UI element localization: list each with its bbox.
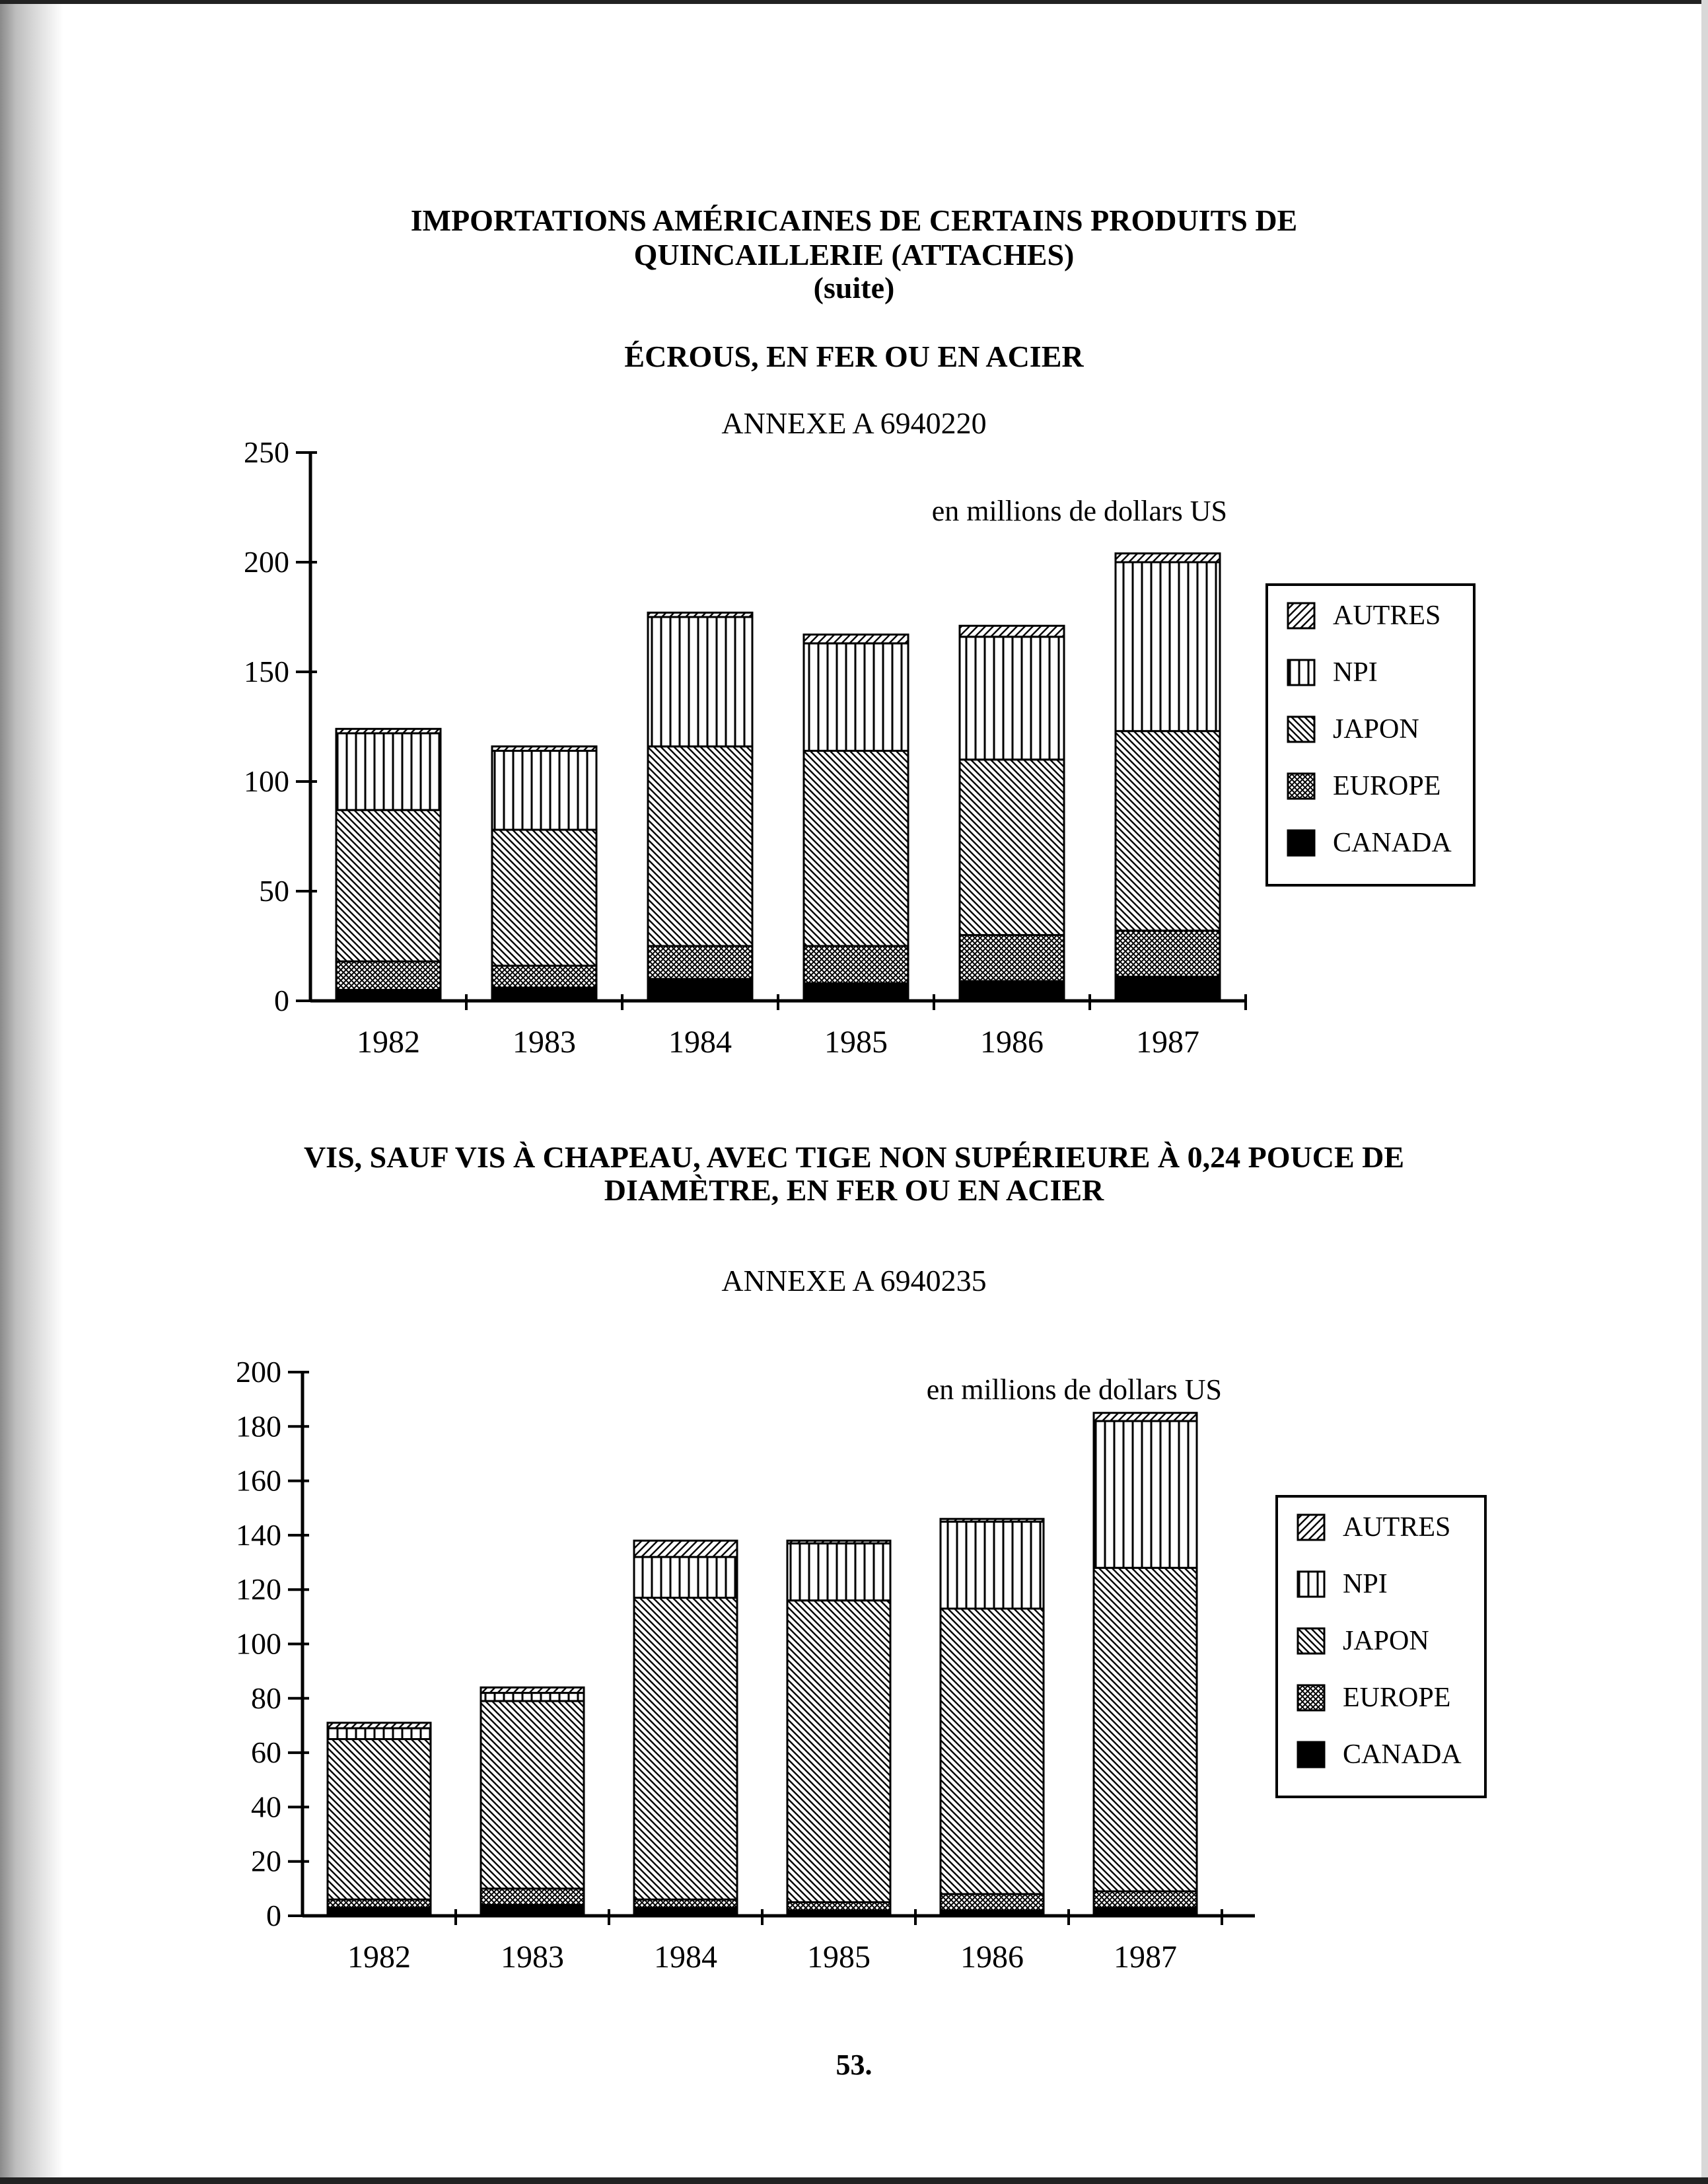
bar-segment-japon [1094, 1568, 1197, 1891]
bar-segment-autres [328, 1723, 431, 1728]
bar-segment-npi [941, 1521, 1044, 1609]
bar-segment-europe [1116, 931, 1220, 977]
legend-label-autres: AUTRES [1333, 601, 1441, 631]
legend-swatch-europe [1288, 774, 1314, 799]
bar-segment-autres [336, 729, 441, 733]
bar-segment-npi [336, 733, 441, 810]
y-tick-label: 150 [244, 655, 289, 688]
bar-segment-npi [1094, 1421, 1197, 1568]
y-tick-label: 160 [236, 1463, 281, 1498]
legend-label-japon: JAPON [1343, 1626, 1429, 1656]
unit-note: en millions de dollars US [926, 1373, 1222, 1406]
x-category-label: 1987 [1136, 1025, 1199, 1060]
legend-label-japon: JAPON [1333, 714, 1419, 745]
bar-segment-japon [492, 830, 596, 966]
chart-vis [0, 1334, 1708, 1995]
bar-segment-europe [960, 935, 1064, 981]
bar-segment-japon [328, 1739, 431, 1900]
bar-segment-japon [1116, 731, 1220, 931]
page-number: 53. [836, 2049, 872, 2081]
bar-segment-japon [481, 1701, 584, 1889]
x-category-label: 1986 [960, 1940, 1024, 1975]
y-tick-label: 250 [244, 435, 289, 469]
bar-segment-npi [328, 1728, 431, 1739]
y-tick-label: 200 [236, 1355, 281, 1389]
page-title-line3: (suite) [813, 271, 895, 305]
y-tick-label: 100 [244, 764, 289, 798]
bar-segment-japon [941, 1609, 1044, 1894]
y-tick-label: 100 [236, 1626, 281, 1661]
legend-label-canada: CANADA [1333, 828, 1452, 858]
bar-segment-japon [960, 760, 1064, 935]
bar-segment-europe [787, 1902, 890, 1910]
legend-swatch-japon [1298, 1628, 1324, 1654]
chart-ecrous [0, 423, 1708, 1083]
y-tick-label: 0 [266, 1899, 281, 1932]
legend-swatch-autres [1288, 603, 1314, 628]
bar-segment-npi [960, 637, 1064, 760]
x-category-label: 1983 [501, 1940, 564, 1975]
legend-label-npi: NPI [1343, 1569, 1388, 1599]
x-category-label: 1983 [513, 1025, 576, 1060]
unit-note: en millions de dollars US [931, 495, 1227, 527]
x-category-label: 1982 [347, 1940, 411, 1975]
chart1-heading: ÉCROUS, EN FER OU EN ACIER [624, 340, 1084, 373]
y-tick-label: 200 [244, 545, 289, 579]
x-category-label: 1982 [357, 1025, 420, 1060]
x-category-label: 1985 [824, 1025, 888, 1060]
x-category-label: 1985 [807, 1940, 871, 1975]
bar-segment-autres [492, 746, 596, 751]
bar-segment-autres [804, 635, 908, 643]
x-category-label: 1987 [1114, 1940, 1177, 1975]
x-category-label: 1984 [668, 1025, 732, 1060]
bar-segment-autres [634, 1541, 737, 1557]
bar-segment-canada [328, 1908, 431, 1916]
bar-segment-autres [481, 1687, 584, 1693]
legend-label-autres: AUTRES [1343, 1512, 1451, 1543]
legend-label-npi: NPI [1333, 657, 1378, 688]
bar-segment-npi [634, 1557, 737, 1598]
y-tick-label: 40 [251, 1790, 281, 1824]
bar-segment-canada [634, 1908, 737, 1916]
bar-segment-europe [1094, 1891, 1197, 1908]
bar-segment-europe [481, 1889, 584, 1905]
bar-segment-japon [787, 1601, 890, 1903]
bar-segment-europe [336, 961, 441, 990]
bar-segment-npi [804, 643, 908, 751]
bar-segment-europe [634, 1899, 737, 1907]
legend-swatch-japon [1288, 717, 1314, 742]
bar-segment-canada [492, 988, 596, 1001]
legend-label-europe: EUROPE [1343, 1683, 1451, 1713]
bar-segment-canada [960, 981, 1064, 1001]
bar-segment-japon [336, 810, 441, 961]
x-category-label: 1984 [654, 1940, 717, 1975]
bar-segment-npi [1116, 562, 1220, 731]
bar-segment-europe [941, 1894, 1044, 1911]
chart2-heading-line2: DIAMÈTRE, EN FER OU EN ACIER [604, 1173, 1104, 1207]
legend-swatch-canada [1288, 830, 1314, 855]
bar-segment-europe [804, 946, 908, 983]
bar-segment-europe [328, 1899, 431, 1907]
y-tick-label: 140 [236, 1517, 281, 1552]
bar-segment-japon [648, 746, 752, 946]
bar-segment-canada [648, 979, 752, 1001]
bar-segment-autres [941, 1519, 1044, 1521]
bar-segment-autres [960, 626, 1064, 637]
legend-swatch-autres [1298, 1515, 1324, 1540]
bar-segment-npi [648, 617, 752, 746]
legend-swatch-npi [1288, 660, 1314, 685]
legend-label-canada: CANADA [1343, 1739, 1462, 1770]
y-tick-label: 120 [236, 1572, 281, 1607]
bar-segment-npi [787, 1543, 890, 1600]
bar-segment-npi [492, 751, 596, 830]
y-tick-label: 20 [251, 1844, 281, 1878]
bar-segment-autres [787, 1541, 890, 1543]
y-tick-label: 60 [251, 1735, 281, 1770]
legend-label-europe: EUROPE [1333, 771, 1441, 801]
bar-segment-canada [804, 983, 908, 1001]
page-title-line2: QUINCAILLERIE (ATTACHES) [633, 238, 1075, 272]
legend-swatch-npi [1298, 1572, 1324, 1597]
scan-top-border [0, 0, 1708, 4]
scan-bottom-border [0, 2177, 1708, 2184]
chart2-annex-label: ANNEXE A 6940235 [721, 1264, 987, 1297]
bar-segment-canada [1094, 1908, 1197, 1916]
bar-segment-canada [481, 1905, 584, 1916]
chart1-annex-label: ANNEXE A 6940220 [721, 406, 987, 440]
bar-segment-npi [481, 1693, 584, 1701]
bar-segment-canada [336, 990, 441, 1001]
bar-segment-canada [1116, 976, 1220, 1001]
bar-segment-europe [648, 946, 752, 979]
bar-segment-autres [648, 612, 752, 617]
bar-segment-japon [634, 1598, 737, 1900]
legend-swatch-canada [1298, 1742, 1324, 1767]
bar-segment-japon [804, 751, 908, 946]
y-tick-label: 0 [274, 984, 289, 1017]
bar-segment-autres [1094, 1413, 1197, 1421]
y-tick-label: 50 [259, 874, 289, 908]
x-category-label: 1986 [980, 1025, 1044, 1060]
chart2-heading-line1: VIS, SAUF VIS À CHAPEAU, AVEC TIGE NON SUPÉRIEURE À 0,24 POUCE DE [303, 1140, 1405, 1174]
y-tick-label: 80 [251, 1681, 281, 1715]
bar-segment-autres [1116, 554, 1220, 562]
y-tick-label: 180 [236, 1409, 281, 1443]
bar-segment-europe [492, 966, 596, 988]
page-title-line1: IMPORTATIONS AMÉRICAINES DE CERTAINS PRODUITS DE [410, 203, 1298, 237]
legend-swatch-europe [1298, 1685, 1324, 1710]
